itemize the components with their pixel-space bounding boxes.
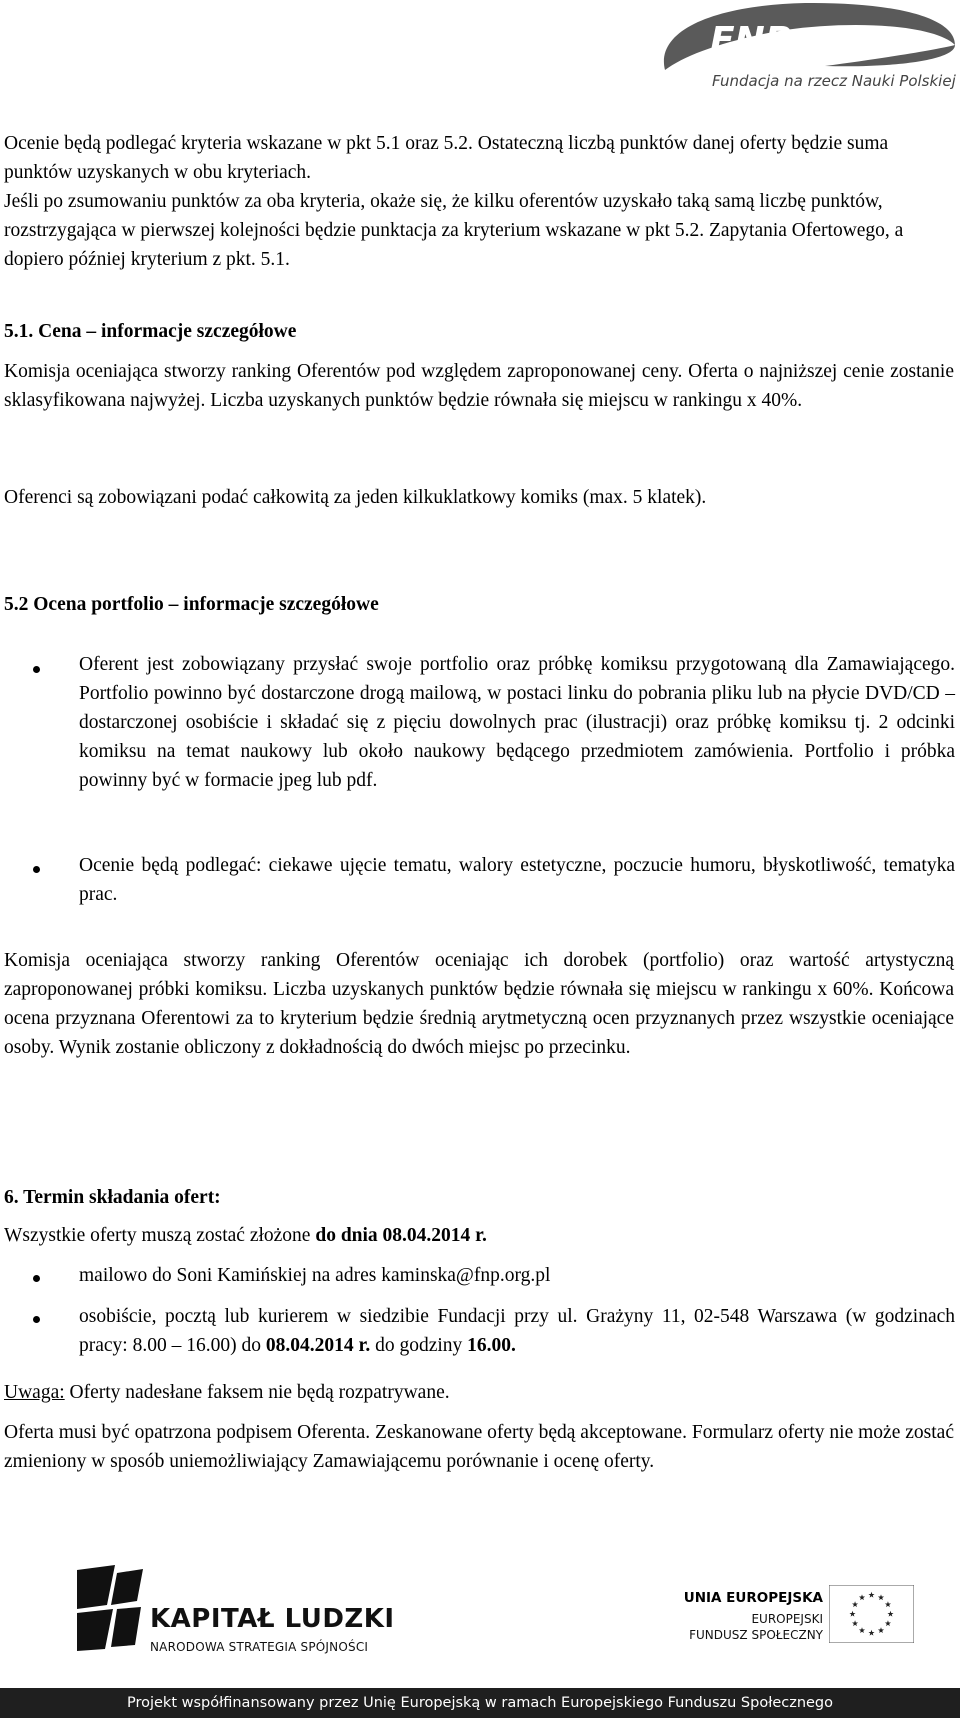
section-5-2-bullet-2: Ocenie będą podlegać: ciekawe ujęcie tematu, walory estetyczne, poczucie humoru, błyskotliwość, tematyka prac. bbox=[79, 855, 955, 905]
fnp-logo-text: FNP bbox=[710, 20, 792, 61]
ue-line-2: FUNDUSZ SPOŁECZNY bbox=[689, 1628, 823, 1642]
in-person-hour: 16.00. bbox=[467, 1335, 516, 1356]
section-6-bullet-email: mailowo do Soni Kamińskiej na adres kaminska@fnp.org.pl bbox=[79, 1265, 551, 1286]
section-6-bullet-in-person bbox=[79, 1302, 955, 1360]
note-text: Oferty nadesłane faksem nie będą rozpatrywane. bbox=[64, 1382, 450, 1403]
section-5-1-note: Oferenci są zobowiązani podać całkowitą za jeden kilkuklatkowy komiks (max. 5 klatek). bbox=[4, 487, 707, 508]
footer-cofinancing-bar: Projekt współfinansowany przez Unię Europejską w ramach Europejskiego Funduszu Społecznego bbox=[0, 1688, 960, 1718]
closing-paragraph: Oferta musi być opatrzona podpisem Oferenta. Zeskanowane oferty będą akceptowane. Formularz oferty nie może zostać zmieniony w sposób uniemożliwiający Zamawiającemu porównanie i ocenę oferty. bbox=[4, 1422, 954, 1472]
section-5-1-heading: 5.1. Cena – informacje szczegółowe bbox=[4, 321, 297, 342]
fnp-logo-caption: Fundacja na rzecz Nauki Polskiej bbox=[712, 72, 956, 90]
section-5-2-bullet-1: Oferent jest zobowiązany przysłać swoje portfolio oraz próbkę komiksu przygotowaną dla Zamawiającego. Portfolio powinno być dostarczone drogą mailową, w postaci linku do pobrania pliku lub na płycie DVD/CD – dostarczonej osobiście i składać się z pięciu dowolnych prac (ilustracji) oraz próbkę komiksu tj. 2 odcinki komiksu na temat naukowy lub około naukowy będącego przedmiotem zamówienia. Portfolio i próbka powinny być w formacie jpeg lub pdf. bbox=[79, 654, 955, 791]
kapital-ludzki-title: KAPITAŁ LUDZKI bbox=[150, 1604, 395, 1634]
section-6-heading: 6. Termin składania ofert: bbox=[4, 1187, 221, 1208]
section-5-1-paragraph: Komisja oceniająca stworzy ranking Oferentów pod względem zaproponowanej ceny. Oferta o najniższej cenie zostanie sklasyfikowana najwyżej. Liczba uzyskanych punktów będzie równała się miejscu w rankingu x 40%. bbox=[4, 361, 954, 411]
note-label: Uwaga: bbox=[4, 1382, 65, 1403]
kl-emblem-shape-1 bbox=[77, 1565, 115, 1609]
kapital-ludzki-subtitle: NARODOWA STRATEGIA SPÓJNOŚCI bbox=[150, 1640, 369, 1654]
bullet-dot bbox=[33, 866, 40, 873]
note-line bbox=[4, 1378, 954, 1407]
deadline-prefix: Wszystkie oferty muszą zostać złożone bbox=[4, 1225, 316, 1246]
bullet-dot bbox=[33, 666, 40, 673]
ue-title: UNIA EUROPEJSKA bbox=[683, 1590, 823, 1606]
eu-flag-icon bbox=[829, 1585, 914, 1643]
ue-line-1: EUROPEJSKI bbox=[751, 1612, 823, 1626]
kl-emblem-shape-2 bbox=[111, 1569, 143, 1605]
fnp-logo-swoosh-bottom bbox=[825, 45, 955, 66]
section-5-2-paragraph: Komisja oceniająca stworzy ranking Oferentów oceniając ich dorobek (portfolio) oraz wartość artystyczną zaproponowanej próbki komiksu. Liczba uzyskanych punktów będzie równała się miejscu w rankingu x 60%. Końcowa ocena przyznana Oferentowi za to kryterium będzie średnią arytmetyczną ocen przyznanych przez wszystkie oceniające osoby. Wynik zostanie obliczony z dokładnością do dwóch miejsc po przecinku. bbox=[4, 950, 954, 1058]
kl-emblem-shape-4 bbox=[111, 1607, 141, 1647]
deadline-date: do dnia 08.04.2014 r. bbox=[315, 1225, 487, 1246]
intro-paragraph-2: Jeśli po zsumowaniu punktów za oba kryteria, okaże się, że kilku oferentów uzyskało taką samą liczbę punktów, rozstrzygająca w pierwszej kolejności będzie punktacja za kryterium wskazane w pkt 5.2. Zapytania Ofertowego, a dopiero później kryterium z pkt. 5.1. bbox=[4, 191, 904, 270]
in-person-text: osobiście, pocztą lub kurierem w siedzibie Fundacji przy ul. Grażyny 11, 02-548 Warszawa (w godzinach pracy: 8.00 – 16.00) do bbox=[79, 1306, 955, 1356]
bullet-dot bbox=[33, 1316, 40, 1323]
section-5-2-heading: 5.2 Ocena portfolio – informacje szczegółowe bbox=[4, 594, 379, 615]
in-person-date: 08.04.2014 r. bbox=[265, 1335, 371, 1356]
intro-paragraph-1: Ocenie będą podlegać kryteria wskazane w pkt 5.1 oraz 5.2. Ostateczną liczbą punktów danej oferty będzie suma punktów uzyskanych w obu kryteriach. bbox=[4, 133, 889, 183]
kapital-ludzki-emblem bbox=[77, 1565, 145, 1651]
deadline-line bbox=[4, 1221, 954, 1250]
bullet-dot bbox=[33, 1275, 40, 1282]
kl-emblem-shape-3 bbox=[77, 1609, 113, 1651]
in-person-mid: do godziny bbox=[370, 1335, 468, 1356]
